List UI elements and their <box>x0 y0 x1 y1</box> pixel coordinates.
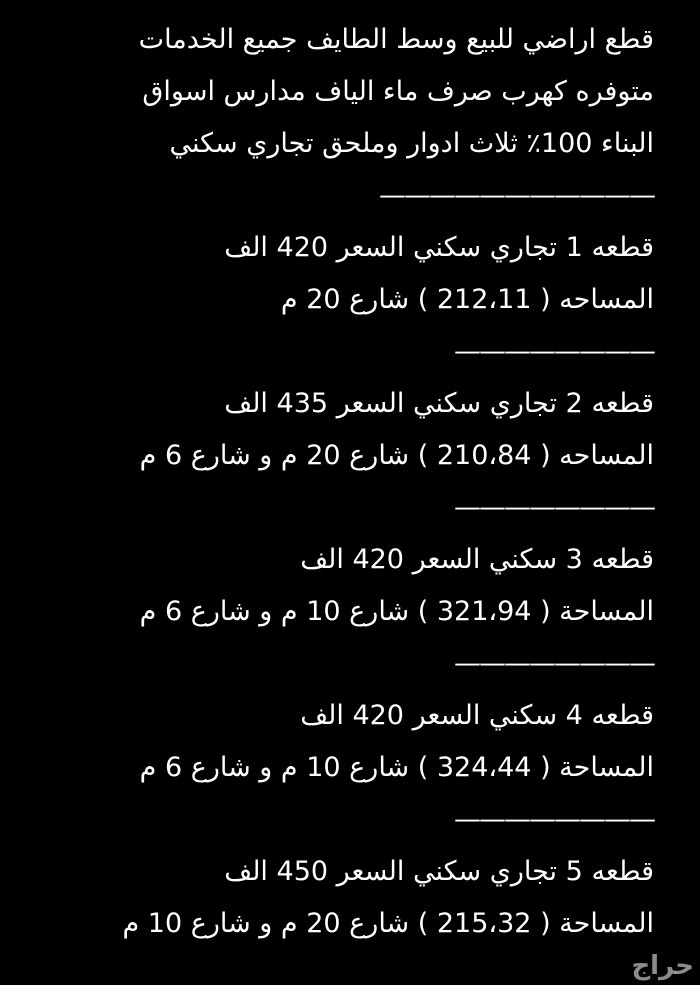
plot-3-area: المساحة ( 321،94 ) شارع 10 م و شارع 6 م <box>139 596 654 627</box>
separator-line: ———————— <box>454 648 654 679</box>
separator-line: ——————————— <box>379 180 654 211</box>
plot-1-title: قطعه 1 تجاري سكني السعر 420 الف <box>224 232 654 263</box>
intro-line-2: متوفره كهرب صرف ماء الياف مدارس اسواق <box>142 76 654 107</box>
intro-line-1: قطع اراضي للبيع وسط الطايف جميع الخدمات <box>138 24 654 55</box>
plot-4-area: المساحة ( 324،44 ) شارع 10 م و شارع 6 م <box>139 752 654 783</box>
plot-5-title: قطعه 5 تجاري سكني السعر 450 الف <box>224 856 654 887</box>
haraj-watermark: حراج <box>631 951 694 981</box>
plot-3-title: قطعه 3 سكني السعر 420 الف <box>300 544 654 575</box>
plot-5-area: المساحة ( 215،32 ) شارع 20 م و شارع 10 م <box>122 908 654 939</box>
plot-4-title: قطعه 4 سكني السعر 420 الف <box>300 700 654 731</box>
plot-2-area: المساحه ( 210،84 ) شارع 20 م و شارع 6 م <box>139 440 654 471</box>
intro-line-3: البناء 100٪ ثلاث ادوار وملحق تجاري سكني <box>169 128 654 159</box>
separator-line: ———————— <box>454 804 654 835</box>
separator-line: ———————— <box>454 492 654 523</box>
separator-line: ———————— <box>454 336 654 367</box>
plot-1-area: المساحه ( 212،11 ) شارع 20 م <box>280 284 654 315</box>
plot-2-title: قطعه 2 تجاري سكني السعر 435 الف <box>224 388 654 419</box>
